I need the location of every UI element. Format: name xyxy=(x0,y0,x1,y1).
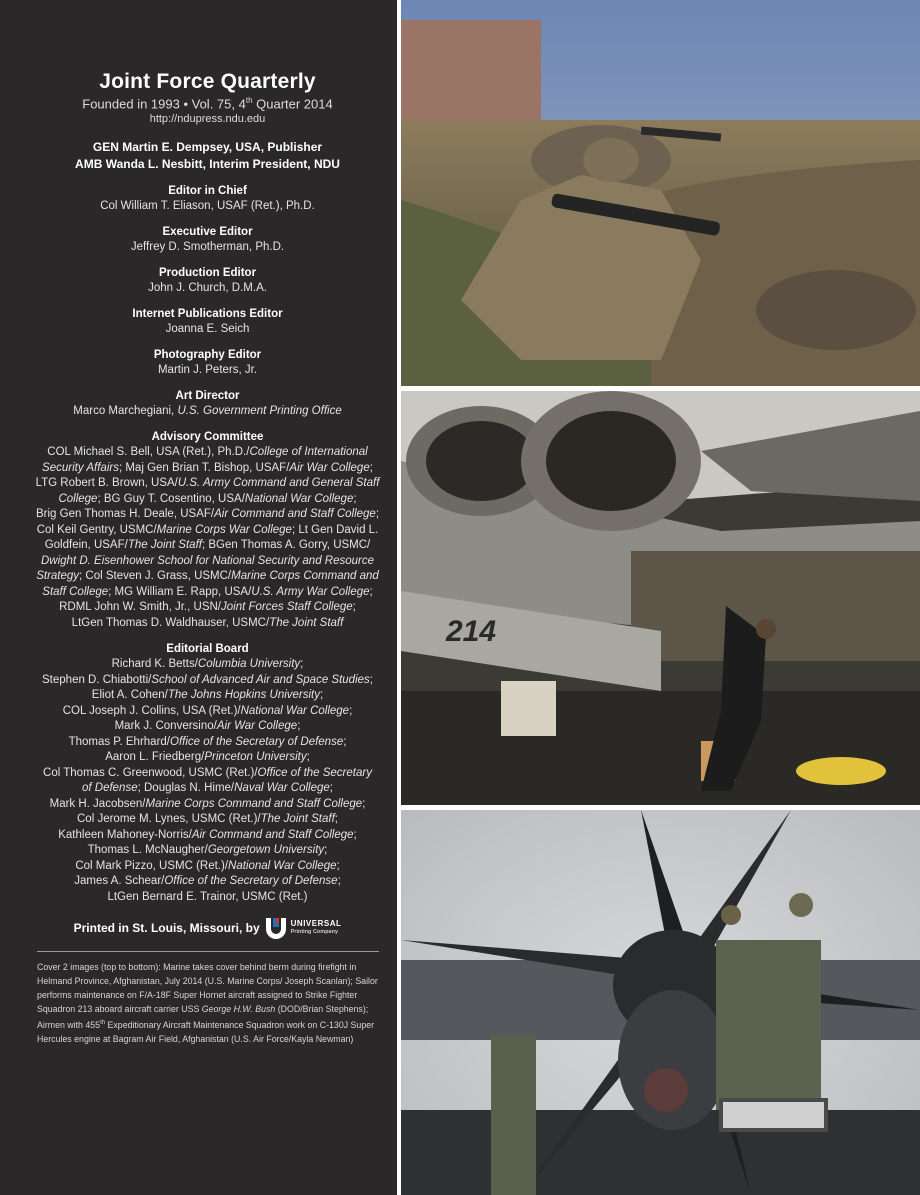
divider xyxy=(37,951,379,952)
publisher-line: GEN Martin E. Dempsey, USA, Publisher xyxy=(92,140,323,155)
universal-printing-logo: UNIVERSAL Printing Company xyxy=(264,917,342,939)
cover-caption: Cover 2 images (top to bottom): Marine takes cover behind berm during firefight in Helmand Province, Afghanistan, July 2014 (U.S. Marine Corps/ Joseph Scanlan); Sailor performs maintenance on F/A-18F Super Hornet aircraft assigned to Strike Fighter Squadron 213 aboard aircraft carrier USS George H.W. Bush (DOD/Brian Stephens); Airmen with 455th Expeditionary Aircraft Maintenance Squadron work on C-130J Super Hercules engine at Bagram Air Field, Afghanistan (U.S. Air Force/Kayla Newman) xyxy=(37,962,378,1044)
board-member: Thomas L. McNaugher/Georgetown University; xyxy=(87,844,328,857)
photo-c130j-engine xyxy=(401,810,920,1195)
board-member: Eliot A. Cohen/The Johns Hopkins University; xyxy=(91,689,324,702)
board-member: James A. Schear/Office of the Secretary of Defense; xyxy=(74,875,341,888)
website-link[interactable]: http://ndupress.ndu.edu xyxy=(149,113,266,126)
editorial-board-members xyxy=(0,657,415,905)
role-internet-publications-editor: Internet Publications Editor Joanna E. Seich xyxy=(132,308,283,336)
leadership xyxy=(0,139,415,173)
board-member: Kathleen Mahoney-Norris/Air Command and Staff College; xyxy=(58,828,357,841)
board-member: Col Mark Pizzo, USMC (Ret.)/National War College; xyxy=(75,859,340,872)
advisory-committee-members: COL Michael S. Bell, USA (Ret.), Ph.D./College of International Security Affairs; Maj Gen Brian T. Bishop, USAF/Air War College; LTG Robert B. Brown, USA/U.S. Army Command and General Staff College; BG Guy T. Cosentino, USA/National War College; Brig Gen Thomas H. Deale, USAF/Air Command and Staff College; Col Keil Gentry, USMC/Marine Corps War College; Lt Gen David L. Goldfein, USAF/The Joint Staff; BGen Thomas A. Gorry, USMC/ Dwight D. Eisenhower School for National Security and Resource Strategy; Col Steven J. Grass, USMC/Marine Corps Command and Staff College; MG William E. Rapp, USA/U.S. Army War College; RDML John W. Smith, Jr., USN/Joint Forces Staff College; LtGen Thomas D. Waldhauser, USMC/The Joint Staff xyxy=(35,446,380,629)
board-member: Aaron L. Friedberg/Princeton University; xyxy=(105,751,310,764)
editorial-board-title: Editorial Board xyxy=(166,643,249,656)
photo-marine-firefight xyxy=(401,0,920,386)
board-member: of Defense; Douglas N. Hime/Naval War College; xyxy=(81,782,333,795)
printer-credit: Printed in St. Louis, Missouri, by UNIVERSAL Printing Company xyxy=(0,917,415,939)
role-photography-editor: Photography Editor Martin J. Peters, Jr. xyxy=(153,349,262,377)
journal-title: Joint Force Quarterly xyxy=(99,70,316,93)
role-art-director: Art Director Marco Marchegiani, U.S. Government Printing Office xyxy=(73,390,342,418)
board-member: Col Thomas C. Greenwood, USMC (Ret.)/Office of the Secretary xyxy=(43,766,372,779)
aircraft-number: 214 xyxy=(446,615,497,648)
photo-aircraft-maintenance xyxy=(401,391,920,805)
board-member: COL Joseph J. Collins, USA (Ret.)/National War College; xyxy=(62,704,353,717)
board-member: Stephen D. Chiabotti/School of Advanced Air and Space Studies; xyxy=(42,673,373,686)
board-member: Thomas P. Ehrhard/Office of the Secretary of Defense; xyxy=(68,735,347,748)
board-member: Col Jerome M. Lynes, USMC (Ret.)/The Joint Staff; xyxy=(77,813,338,826)
role-executive-editor: Executive Editor Jeffrey D. Smotherman, Ph.D. xyxy=(130,226,285,254)
board-member: Richard K. Betts/Columbia University; xyxy=(111,658,304,671)
president-line: AMB Wanda L. Nesbitt, Interim President, NDU xyxy=(75,157,340,172)
board-member: LtGen Bernard E. Trainor, USMC (Ret.) xyxy=(107,890,308,903)
masthead-panel xyxy=(0,0,397,1195)
advisory-committee-title: Advisory Committee xyxy=(151,431,264,444)
board-member: Mark J. Conversino/Air War College; xyxy=(114,720,301,733)
masthead xyxy=(0,70,415,939)
advisory-committee xyxy=(0,430,415,631)
universal-logo-icon xyxy=(264,917,288,939)
board-member: Mark H. Jacobsen/Marine Corps Command and Staff College; xyxy=(49,797,366,810)
role-production-editor: Production Editor John J. Church, D.M.A. xyxy=(148,267,267,295)
editorial-board xyxy=(0,642,415,905)
role-editor-in-chief: Editor in Chief Col William T. Eliason, USAF (Ret.), Ph.D. xyxy=(100,185,315,213)
founded-line: Founded in 1993 • Vol. 75, 4th Quarter 2014 xyxy=(82,96,333,112)
